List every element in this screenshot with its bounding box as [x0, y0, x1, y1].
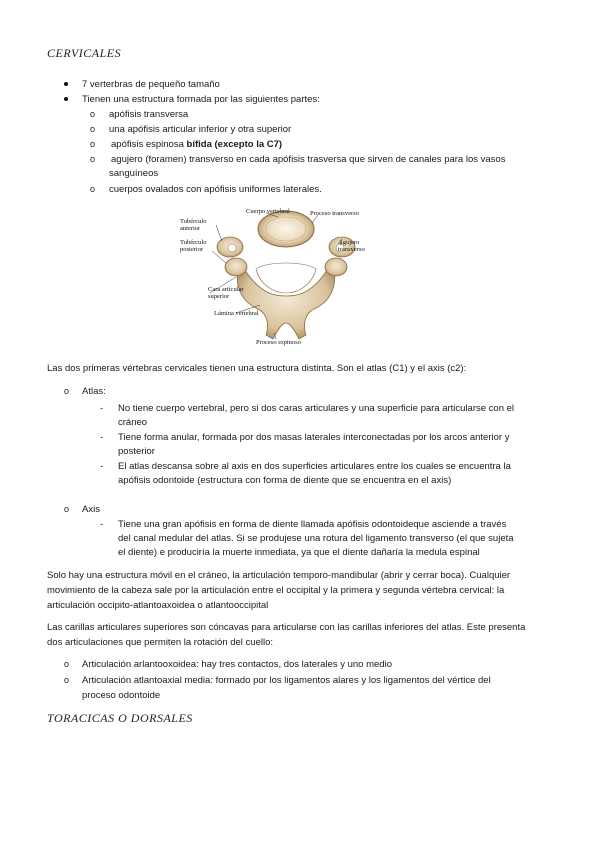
- label-line: Tubérculo: [180, 218, 207, 225]
- bullet-icon: o: [64, 675, 70, 685]
- label-line: Tubérculo: [180, 239, 207, 246]
- bullet-icon: o: [64, 386, 70, 396]
- label-line: superior: [208, 293, 230, 300]
- label-line: Cara articular: [208, 286, 244, 293]
- dash-icon: -: [100, 403, 104, 414]
- list-item-continuation: del canal medular del atlas. Si se produjese una rotura del ligamento transverso (el que sujeta: [118, 533, 514, 544]
- list-item: Articulación atlantoaxial media: formado por los ligamentos alares y los ligamentos del vértice del: [82, 675, 491, 686]
- label-line: transverso: [338, 246, 365, 253]
- bullet-icon: [64, 82, 68, 86]
- axis-title: Axis: [82, 504, 100, 515]
- bullet-icon: o: [90, 154, 96, 164]
- vertebra-illustration: [178, 205, 388, 350]
- heading-cervicales: CERVICALES: [47, 46, 122, 60]
- paragraph-line: Las carillas articulares superiores son cóncavas para articularse con las carillas inferiores del atlas. Este presenta: [47, 622, 526, 633]
- list-item-continuation: el diente) e produciría la muerte inmediata, ya que el diente dañaría la medula espinal: [118, 547, 480, 558]
- dash-icon: -: [100, 432, 104, 443]
- bullet-icon: o: [90, 139, 96, 149]
- list-item: agujero (foramen) transverso en cada apófisis trasversa que sirven de canales para los vasos: [111, 154, 506, 165]
- list-item: apófisis transversa: [109, 109, 189, 120]
- list-item-continuation: posterior: [118, 446, 155, 457]
- label-agujero-transverso: [338, 239, 365, 253]
- label-line: anterior: [180, 225, 201, 232]
- label-proceso-espinoso: Proceso espinoso: [256, 339, 301, 346]
- bullet-icon: o: [90, 124, 96, 134]
- list-item-continuation: apófisis odontoide (estructura con forma de diente que se encuentra en el axis): [118, 475, 452, 486]
- label-tuberculo-posterior: [180, 239, 206, 253]
- bullet-icon: o: [90, 109, 96, 119]
- list-item: cuerpos ovalados con apófisis uniformes laterales.: [109, 184, 322, 195]
- paragraph-line: articulación occipito-atlantoaxoidea o atlantooccipital: [47, 600, 269, 611]
- bullet-icon: o: [90, 184, 96, 194]
- list-item: Tiene una gran apófisis en forma de diente llamada apófisis odontoideque asciende a través: [118, 519, 507, 530]
- list-item: Tiene forma anular, formada por dos masas laterales interconectadas por los arcos anterior y: [118, 432, 510, 443]
- bullet-icon: [64, 97, 68, 101]
- atlas-title: Atlas:: [82, 386, 106, 397]
- label-tuberculo-anterior: [180, 218, 206, 232]
- label-cuerpo-vertebral: Cuerpo vertebral: [246, 208, 290, 215]
- bullet-icon: o: [64, 504, 70, 514]
- list-item: El atlas descansa sobre al axis en dos superficies articulares entre los cuales se encuentra la: [118, 461, 511, 472]
- label-cara-articular: [208, 286, 244, 300]
- intro-paragraph: Las dos primeras vértebras cervicales tienen una estructura distinta. Son el atlas (C1) y el axis (c2):: [47, 363, 467, 374]
- list-item: No tiene cuerpo vertebral, pero si dos caras articulares y una superficie para articularse con el: [118, 403, 515, 414]
- dash-icon: -: [100, 461, 104, 472]
- list-item-continuation: sanguíneos: [109, 168, 159, 179]
- list-item: Articulación arlantooxoidea: hay tres contactos, dos laterales y uno medio: [82, 659, 392, 670]
- label-lamina-vertebral: Lámina vertebral: [214, 310, 259, 317]
- paragraph-line: Solo hay una estructura móvil en el cráneo, la articulación temporo-mandibular (abrir y cerrar boca). Cualquier: [47, 570, 511, 581]
- list-item-continuation: proceso odontoide: [82, 690, 161, 701]
- label-line: posterior: [180, 246, 204, 253]
- list-item-continuation: cráneo: [118, 417, 148, 428]
- dash-icon: -: [100, 519, 104, 530]
- paragraph-line: dos articulaciones que permiten la rotación del cuello:: [47, 637, 274, 648]
- list-item: [111, 137, 282, 152]
- bullet-icon: o: [64, 659, 70, 669]
- list-item-bold: bífida (excepto la C7): [186, 139, 283, 150]
- label-line: Agujero: [338, 239, 360, 246]
- list-item: una apófisis articular inferior y otra superior: [109, 124, 292, 135]
- list-item: Tienen una estructura formada por las siguientes partes:: [82, 94, 320, 105]
- heading-toracicas: TORACICAS O DORSALES: [47, 711, 193, 725]
- vertebra-figure: [178, 205, 388, 350]
- label-proceso-transverso: Proceso transverso: [310, 210, 359, 217]
- list-item-text: apófisis espinosa: [111, 139, 184, 150]
- paragraph-line: movimiento de la cabeza sale por la articulación entre el occipital y la primera y segunda vértebra cervical: la: [47, 585, 505, 596]
- list-item: 7 verterbras de pequeño tamaño: [82, 79, 220, 90]
